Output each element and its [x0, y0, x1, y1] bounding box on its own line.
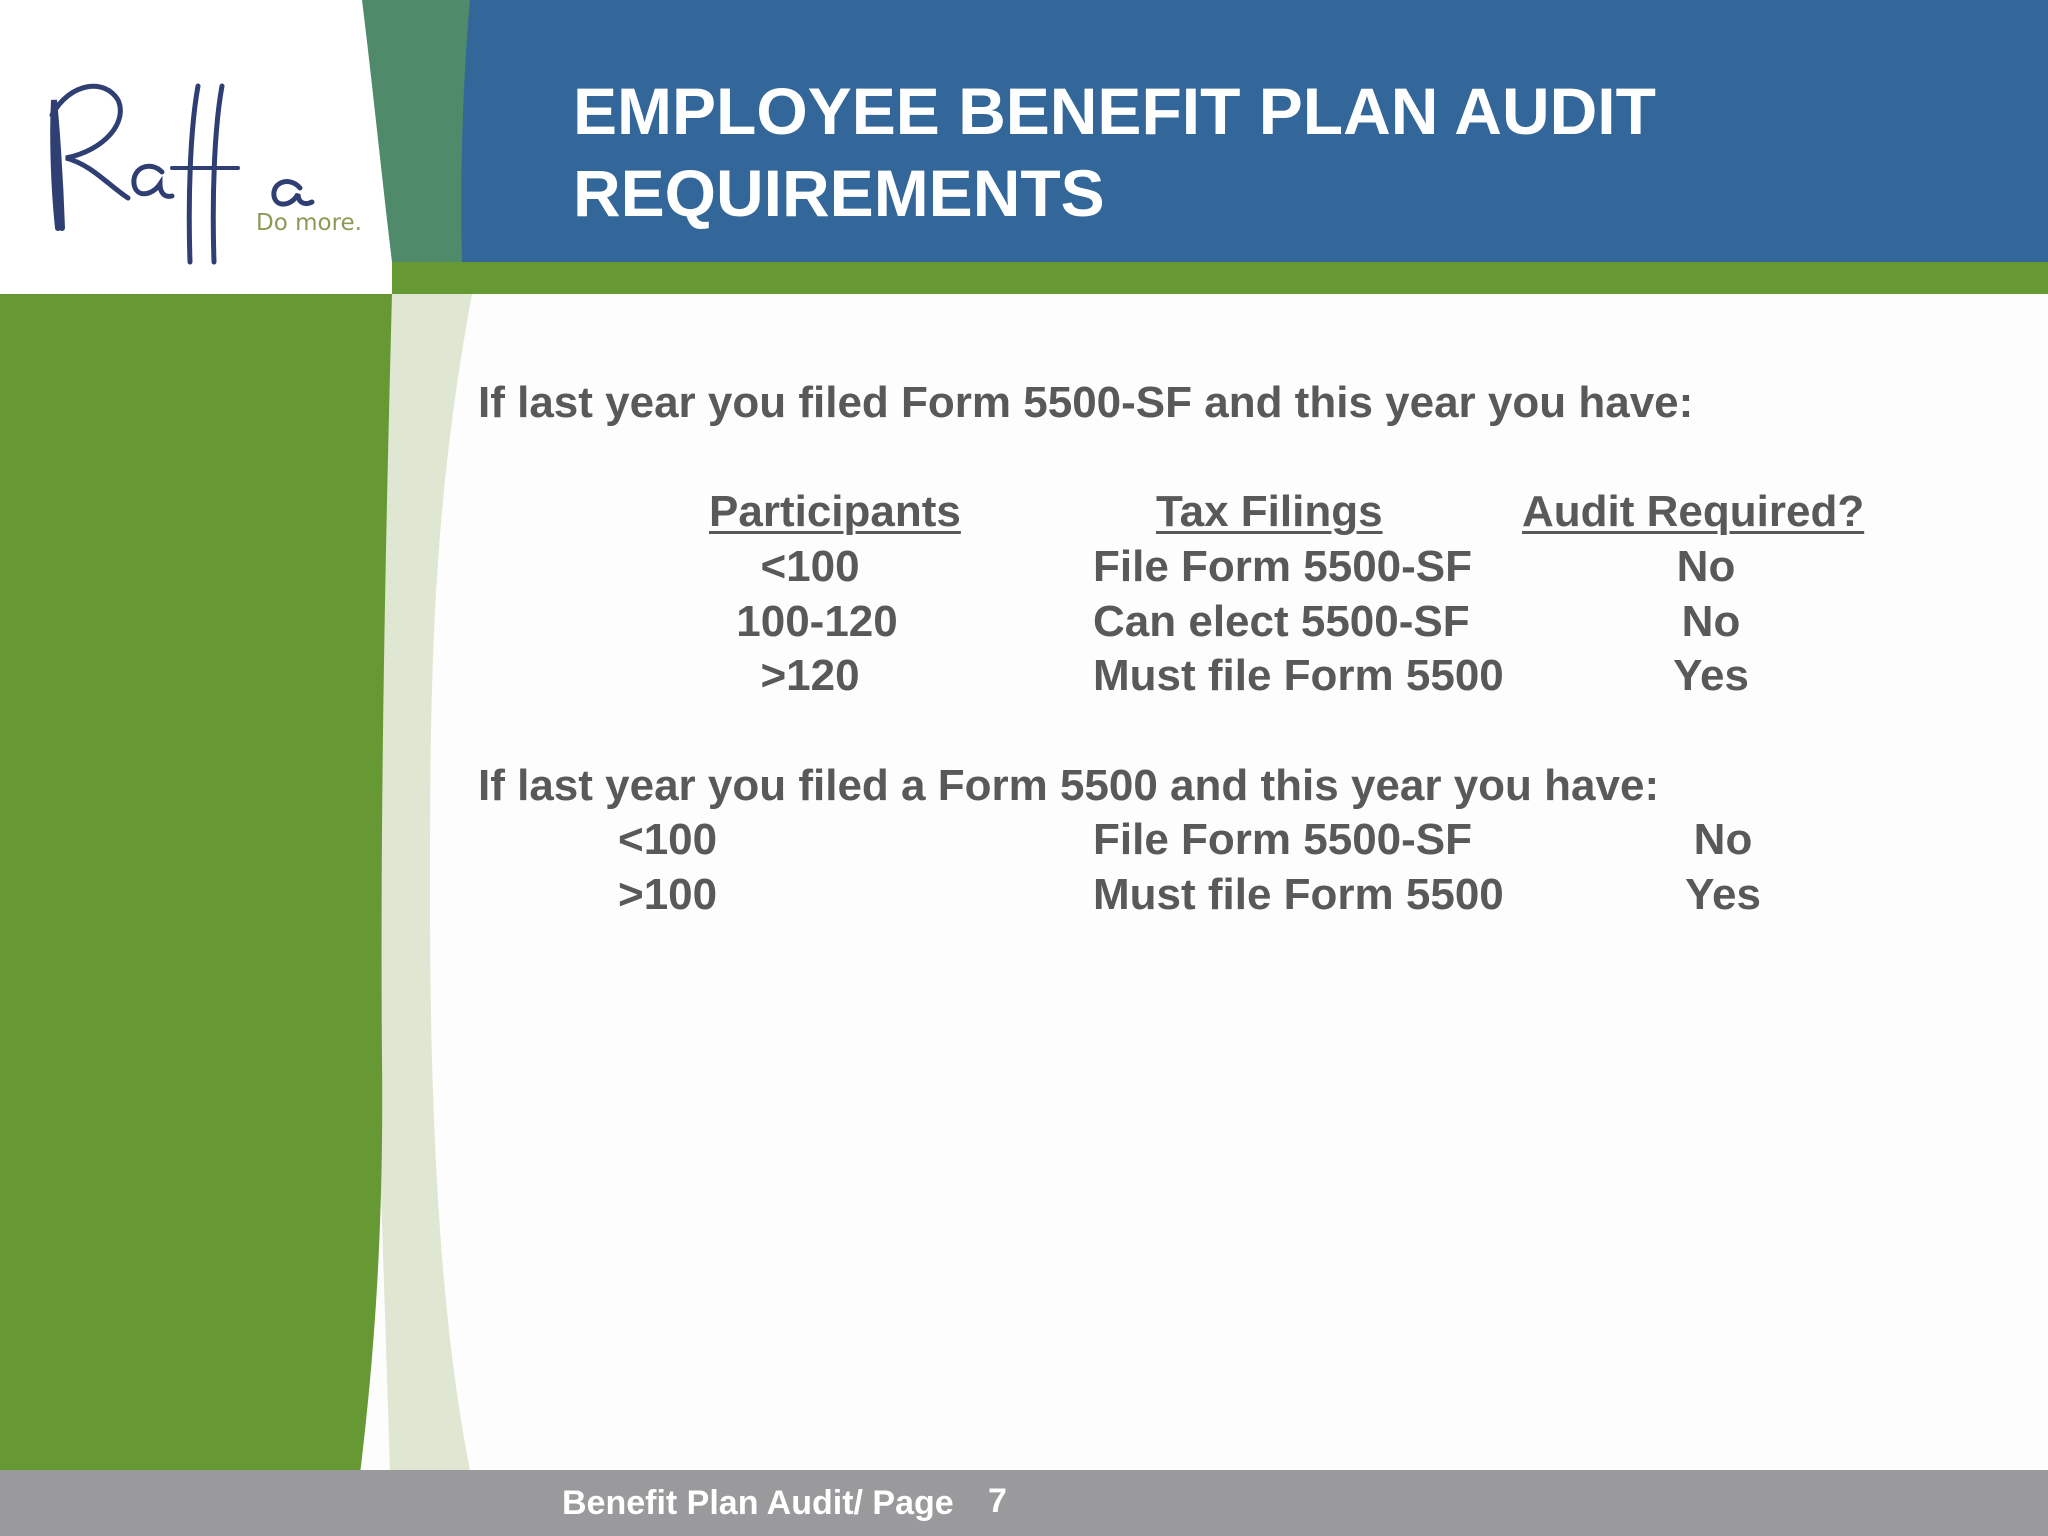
section2-row2-participants: >100	[618, 870, 718, 919]
footer-label: Benefit Plan Audit/ Page	[562, 1484, 954, 1522]
section2-row1-participants: <100	[618, 815, 718, 864]
section2-row1-tax-filing: File Form 5500-SF	[1093, 815, 1473, 864]
section1-row1-participants: <100	[760, 542, 860, 591]
section1-row2-participants: 100-120	[736, 597, 898, 646]
column-header-audit-required: Audit Required?	[1522, 487, 1865, 536]
section2-heading: If last year you filed a Form 5500 and this year you have:	[478, 761, 1660, 810]
section1-row1-audit: No	[1676, 542, 1736, 591]
slide-title	[573, 70, 1873, 234]
section2-row2-audit: Yes	[1685, 870, 1761, 919]
section2-row2-tax-filing: Must file Form 5500	[1093, 870, 1504, 919]
column-header-tax-filings: Tax Filings	[1156, 487, 1383, 536]
raffa-logo	[0, 0, 392, 294]
section1-row3-tax-filing: Must file Form 5500	[1093, 651, 1504, 700]
section1-row3-audit: Yes	[1673, 651, 1749, 700]
column-header-participants: Participants	[709, 487, 961, 536]
section1-heading: If last year you filed Form 5500-SF and this year you have:	[478, 378, 1694, 427]
page-number: 7	[988, 1482, 1007, 1520]
section1-row2-audit: No	[1681, 597, 1741, 646]
logo-tagline: Do more.	[256, 210, 362, 236]
section1-row1-tax-filing: File Form 5500-SF	[1093, 542, 1473, 591]
title-line-2: REQUIREMENTS	[573, 156, 1105, 230]
section1-row2-tax-filing: Can elect 5500-SF	[1093, 597, 1470, 646]
title-line-1: EMPLOYEE BENEFIT PLAN AUDIT	[573, 74, 1656, 148]
left-green-panel	[0, 294, 392, 1536]
section2-row1-audit: No	[1693, 815, 1753, 864]
footer-band	[0, 1470, 2048, 1536]
section1-row3-participants: >120	[760, 651, 860, 700]
